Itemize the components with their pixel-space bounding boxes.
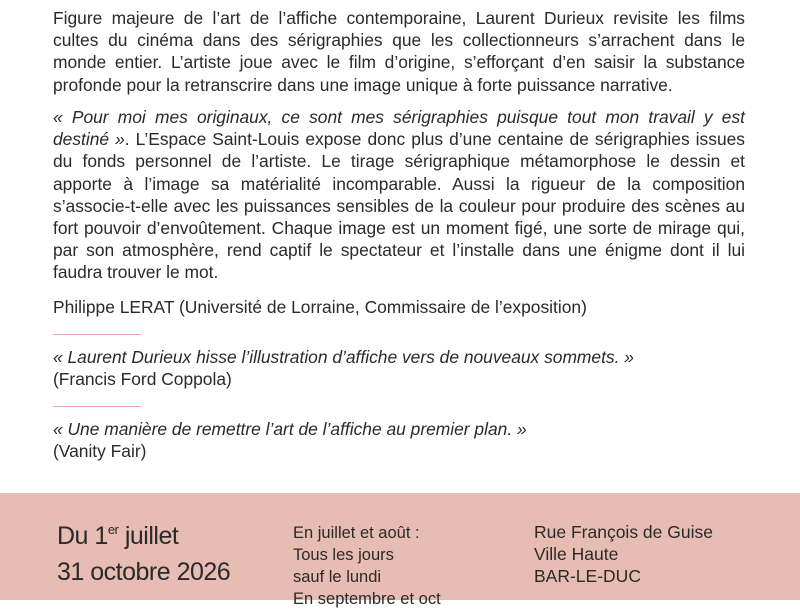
schedule-line: Tous les jours — [293, 546, 394, 564]
date-end: 31 octobre 2026 — [57, 558, 231, 586]
date-ordinal: er — [107, 522, 119, 537]
curator-signature: Philippe LERAT (Université de Lorraine, Commissaire de l’exposition) — [53, 297, 587, 317]
artist-quote: « Pour moi mes originaux, ce sont mes sérigraphies puisque tout mon travail y est destiné » — [53, 107, 745, 150]
press-quote-text: « Une manière de remettre l’art de l’affiche au premier plan. » — [53, 419, 527, 439]
press-quote — [53, 346, 745, 390]
date-start-prefix: Du 1 — [57, 522, 108, 550]
press-quote-text: « Laurent Durieux hisse l’illustration d’affiche vers de nouveaux sommets. » — [53, 347, 634, 367]
opening-hours — [293, 522, 441, 610]
address-line: Ville Haute — [534, 544, 619, 564]
accent-divider — [53, 406, 141, 407]
press-quote — [53, 418, 745, 462]
address-line: BAR-LE-DUC — [534, 566, 641, 586]
accent-divider — [53, 334, 141, 335]
body-paragraph — [53, 106, 745, 284]
venue-address — [534, 521, 713, 587]
body-paragraph-text: . L’Espace Saint-Louis expose donc plus d’une centaine de sérigraphies issues du fonds personnel de l’artiste. Le tirage sérigraphique métamorphose le dessin et apporte à l’image sa matérialité incomparable. Aussi la rigueur de la composition s’associe-t-elle avec les puissances sensibles de la couleur pour produire des scènes au fort pouvoir d’envoûtement. Chaque image est un moment figé, une sorte de mirage qui, par son atmosphère, rend captif le spectateur et l’installe dans une énigme dont il lui faudra trouver le mot. — [53, 129, 745, 283]
address-line: Rue François de Guise — [534, 522, 713, 542]
date-start-month: juillet — [118, 522, 179, 550]
exhibition-dates — [57, 520, 230, 588]
press-quote-source: (Francis Ford Coppola) — [53, 369, 232, 390]
press-quote-source: (Vanity Fair) — [53, 441, 147, 462]
schedule-line: En septembre et oct — [293, 590, 441, 608]
schedule-line: sauf le lundi — [293, 568, 382, 586]
schedule-line: En juillet et août : — [293, 524, 420, 542]
intro-paragraph: Figure majeure de l’art de l’affiche contemporaine, Laurent Durieux revisite les films cultes du cinéma dans des sérigraphies que les collectionneurs s’arrachent dans le monde entier. L’artiste joue avec le film d’origine, s’efforçant d’en saisir la substance profonde pour la retranscrire dans une image unique à forte puissance narrative. — [53, 8, 745, 95]
